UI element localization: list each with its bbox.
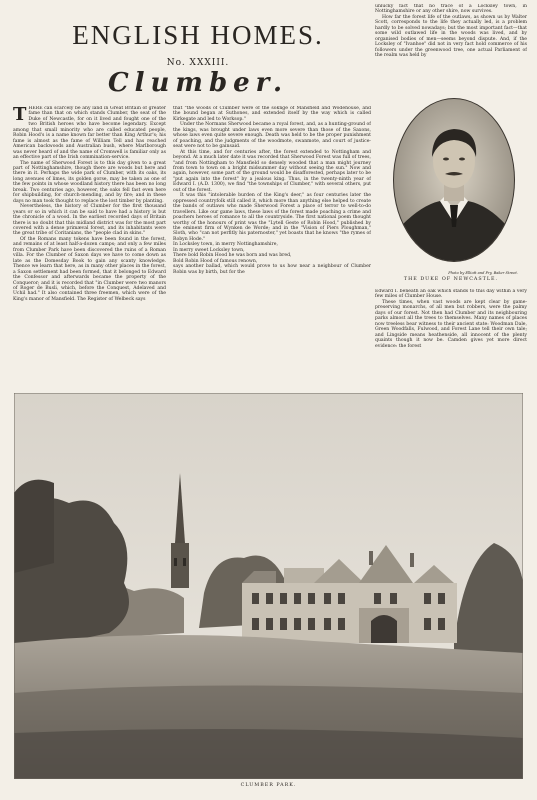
paragraph: The name of Sherwood Forest is to this day given to a great part of Nottinghamshire, though there are woods but here and there in it. Perhaps the wide park of Clumber, with its oaks, its long avenues of limes, its golden gorse, may be taken as one of the few points in whose woodland history there has been no long break. Two centuries ago, however, the oaks fell fast even here for shipbuilding, for church-mending, and by fire; and in these days no man took thought to replace the lost timber by planting.: [13, 160, 166, 204]
paragraph: unlucky fact that no trace of a Locksley town, in Nottinghamshire or any other shire, now survives.: [375, 4, 527, 15]
drop-cap: T: [13, 106, 27, 125]
paragraph: These times, when vast woods are kept clear by game-preserving monarchs, of all men but robbers, were the palmy days of our forest. Not then had Clumber and its neighbouring parks almost all the trees to themselves. Many names of places now treeless bear witness to their ancient state: Woodman Dale, Green Woodfalls, Fulwood, and Forest Lane tell their own tale; and Lingside means heathenside, all innocent of the plenty quaints though it now be. Camden gives yet more direct evidence: the forest: [375, 299, 527, 349]
paragraph: [13, 106, 166, 161]
text-column-2: [173, 106, 371, 392]
ballad-line: In Locksley town, in merry Nottinghamshire,: [173, 242, 278, 248]
ballad-line: Bold Robin Hood of famous renown,: [173, 258, 258, 264]
paragraph: Edward I. beneath an oak which stands to this day within a very few miles of Clumber House.: [375, 289, 527, 300]
paragraph: Of the Romans many tokens have been found in the forest, and remains of at least half-a-dozen camps; and only a few miles from Clumber Park have been discovered the ruins of a Roman villa. For the Clumber of Saxon days we have to come down as late as the Domesday Book to gain any scanty knowledge. Thence we learn that here, as in many other places in the forest, a Saxon settlement had been formed, that it belonged to Edward the Confessor and afterwards became the property of the Conqueror; and it is recorded that "in Clumber were two manors of Roger de Busli, which, before the Conquest, Adelaved and Uchil had." It also contained three freemen, which were of the King's manor of Mansfield. The Register of Welbeck says: [13, 236, 166, 302]
paragraph: How far the forest life of the outlaws, as shown us by Walter Scott, corresponds to the life they actually led, is a problem hardly to be solved nowadays; but the most important fact—that some wild outlawed life in the woods was lived, and by organised bodies of men—seems beyond dispute. And, if the Locksley of "Ivanhoe" did not in very fact hold commerce of his followers under the greenwood tree, one actual Parliament of the realm was held by: [375, 14, 527, 59]
paragraph-text: HERE can scarcely be any land in Great Britain of greater fame than that on which stands Clumber, the seat of the Duke of Newcastle, for on it lived and fought one of the two British heroes who have become legendary. Except among that small minority who are called educated people, Robin Hood's is a name known far better than King Arthur's; his fame is almost as the fame of William Tell and has reached American backwoods and Australian bush, where Marlborough was never heard of and the name of Cromwell is familiar only as an effective part of the Irish commination-service.: [13, 106, 166, 161]
article-title: Clumber.: [107, 68, 289, 98]
paragraph: Nevertheless, the history of Clumber for the first thousand years or so in which it can be said to have had a history is but the chronicle of a wood. In the earliest recorded days of Britain there is no doubt that this midland district was for the most part covered with a dense primæval forest, and its inhabitants were the great tribe of Coritanians, the "people clad in skins.": [13, 204, 166, 237]
text-column-3-top: [375, 4, 527, 86]
ballad-line: In merry sweet Locksley town,: [173, 247, 245, 253]
photo-caption: CLUMBER PARK.: [240, 783, 297, 788]
paragraph: Under the Normans Sherwood became a royal forest, and, as a hunting-ground of the kings, was brought under laws even more severe than those of the Saxons, whose laws even quite severe enough. Death was held to be the proper punishment of poaching, and the judgments of the woodmote, swanmote, and court of justice-seat were not to be gainsaid.: [173, 122, 371, 150]
photo-credit: Photo by Elliott and Fry, Baker Street.: [448, 271, 518, 275]
paragraph: At this time, and for centuries after, the forest extended to Nottingham and beyond. At a much later date it was recorded that Sherwood Forest was full of trees, "and from Nottingham to Mansfield so densely wooded that a man might journey from town to town on a bright midsummer day without seeing the sun." Now and again, however, some part of the ground would be disafforested, perhaps later to be "put again into the forest" by a jealous king. Thus, in the twenty-ninth year of Edward I. (A.D. 1300), we find "the townships of Clumber," with several others, put out of the forest.: [173, 149, 371, 193]
text-column-3-bottom: [375, 289, 527, 390]
clumber-park-photograph: [14, 393, 523, 779]
portrait-image: [392, 97, 516, 263]
paragraph: says another ballad, which would prove to us how near a neighbour of Clumber Robin was by birth, but for the: [173, 264, 371, 275]
portrait-caption: THE DUKE OF NEWCASTLE.: [403, 277, 499, 282]
ballad-line: There bold Robin Hood he was born and was bred,: [173, 253, 292, 259]
paragraph: It was this "intolerable burden of the King's deer," as four centuries later the oppressed countryfolk still called it, which more than anything else helped to create the bands of outlaws who made Sherwood Forest a place of terror to well-to-do travellers. Like our game laws, these laws of the forest made poaching a crime and poachers heroes of romance to all the countryside. The first national poem thought worthy of the honours of print was the "Lytell Geste of Robin Hood," published by the eminent firm of Wynken de Worde; and in the "Vision of Piers Ploughman," Sloth, who "can not perfitly his paternoster," yet boasts that he knows "the rymes of Robyn Hode.": [173, 193, 371, 242]
paragraph: that "the woods of Clumber were of the soknge of Mansfield and Wodehouse, and the bound began at Suthones, and extended itself by the way which is called Kirkegate and led to Worksop.": [173, 106, 371, 122]
issue-number: No. XXXIII.: [166, 58, 230, 68]
text-column-1: [13, 106, 166, 392]
series-title: ENGLISH HOMES.: [72, 20, 324, 50]
